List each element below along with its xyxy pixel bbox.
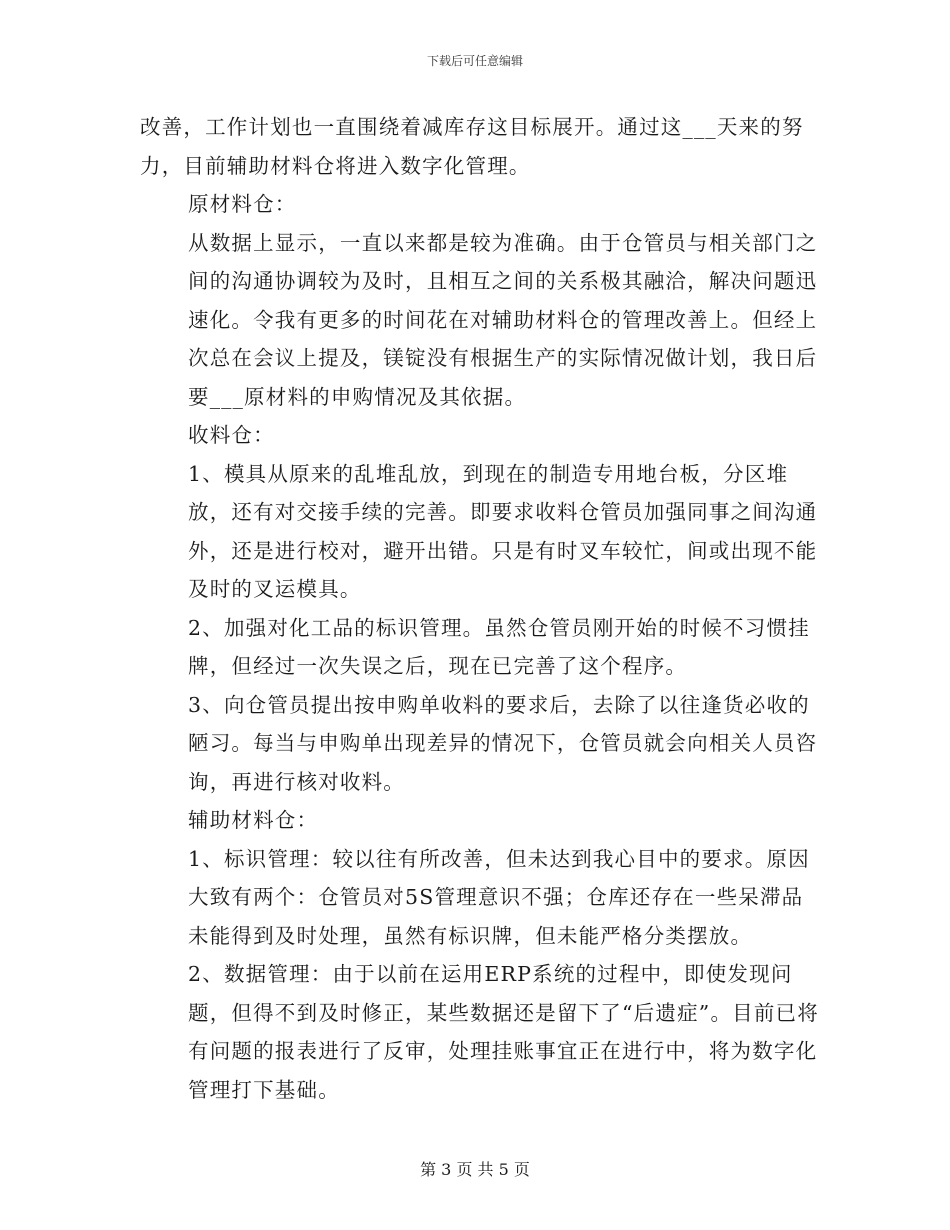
section-heading-auxiliary-material-warehouse: 辅助材料仓：	[188, 808, 319, 832]
list-item: 1、标识管理：较以往有所改善，但未达到我心目中的要求。原因大致有两个：仓管员对5S管理意识不强；仓库还存在一些呆滞品未能得到及时处理，虽然有标识牌，但未能严格分类摆放。	[188, 846, 810, 948]
list-item: 3、向仓管员提出按申购单收料的要求后，去除了以往逢货必收的陋习。每当与申购单出现差异的情况下，仓管员就会向相关人员咨询，再进行核对收料。	[188, 692, 818, 794]
list-item: 2、数据管理：由于以前在运用ERP系统的过程中，即使发现问题，但得不到及时修正，某些数据还是留下了“后遗症”。目前已将有问题的报表进行了反审，处理挂账事宜正在进行中，将为数字化管理打下基础。	[188, 962, 819, 1102]
page-number: 第 3 页 共 5 页	[420, 1160, 530, 1179]
section-heading-raw-material-warehouse: 原材料仓：	[188, 192, 297, 216]
list-item: 1、模具从原来的乱堆乱放，到现在的制造专用地台板，分区堆放，还有对交接手续的完善。即要求收料仓管员加强同事之间沟通外，还是进行校对，避开出错。只是有时叉车较忙，间或出现不能及时的叉运模具。	[188, 461, 818, 601]
document-body	[140, 108, 820, 1109]
list-item: 2、加强对化工品的标识管理。虽然仓管员刚开始的时候不习惯挂牌，但经过一次失误之后，现在已完善了这个程序。	[188, 615, 810, 678]
body-paragraph: 改善，工作计划也一直围绕着减库存这目标展开。通过这___天来的努力，目前辅助材料仓将进入数字化管理。	[140, 115, 804, 178]
section-heading-receiving-warehouse: 收料仓：	[188, 423, 275, 447]
body-paragraph: 从数据上显示，一直以来都是较为准确。由于仓管员与相关部门之间的沟通协调较为及时，且相互之间的关系极其融洽，解决问题迅速化。令我有更多的时间花在对辅助材料仓的管理改善上。但经上次总在会议上提及，镁锭没有根据生产的实际情况做计划，我日后要___原材料的申购情况及其依据。	[188, 230, 818, 409]
page-header-note: 下载后可任意编辑	[426, 54, 523, 68]
